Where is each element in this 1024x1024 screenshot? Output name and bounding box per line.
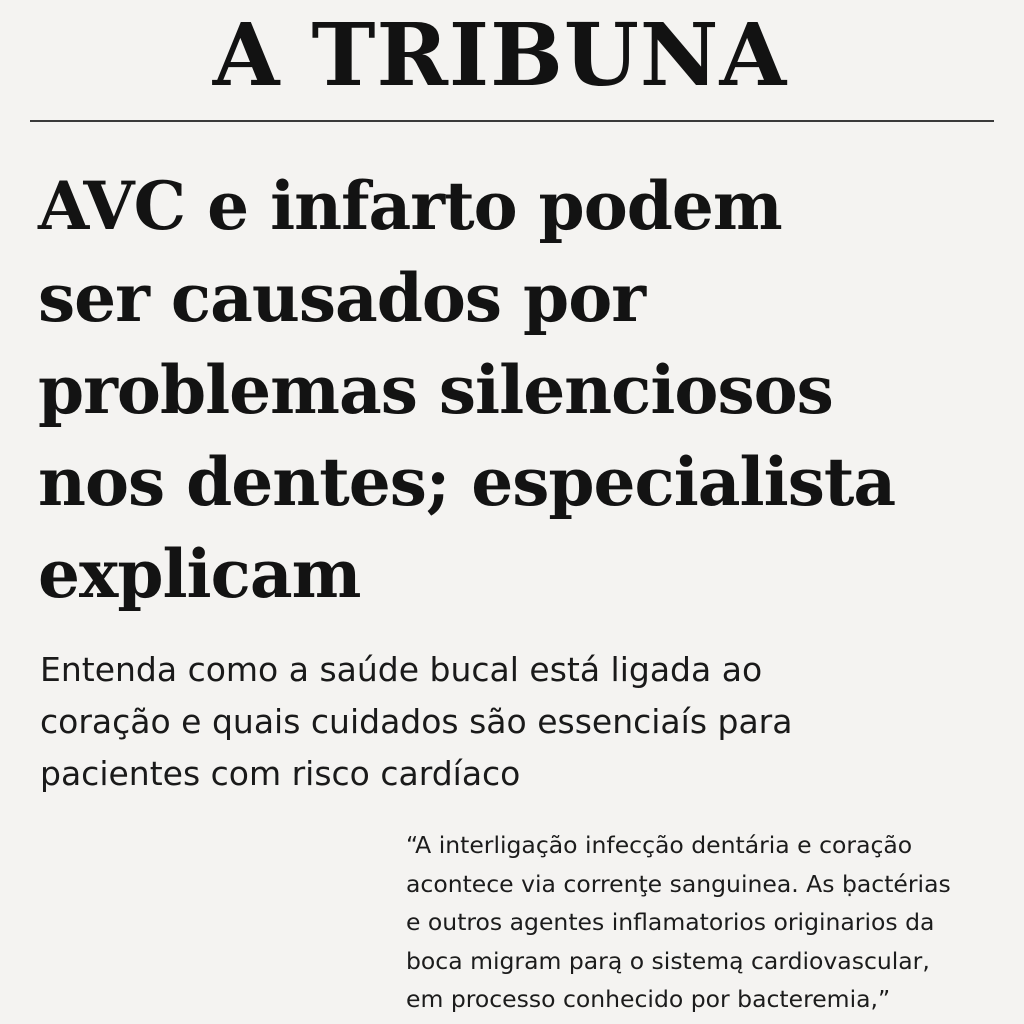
quote-line: acontece via correnţe sanguinea. As ḅactérias [406,869,951,898]
headline-line: AVC e infarto podem [38,167,782,245]
headline-line: problemas silenciosos [38,351,833,429]
subheadline-line: coração e quais cuidados são essenciaís para [40,702,793,741]
quote-line: e outros agentes inflamatorios originarios da [406,908,935,936]
headline-line: nos dentes; especialista [38,443,896,521]
article-headline [38,160,1018,620]
subheadline-line: pacientes com risco cardíaco [40,754,521,793]
masthead-divider [30,120,994,122]
quote-line: em processo conhecido por bacteremia,” [406,985,891,1013]
expert-quote [406,826,1016,1019]
article-subheadline [40,644,1000,800]
newspaper-masthead: A TRIBUNA [212,5,788,106]
headline-line: explicam [38,535,361,613]
quote-line: boca migram parą o sistemą cardiovascular, [406,946,930,975]
subheadline-line: Entenda como a saúde bucal está ligada ao [40,650,763,689]
headline-line: ser causados por [38,259,646,337]
quote-line: “A interligação infecção dentária e coração [406,831,913,859]
